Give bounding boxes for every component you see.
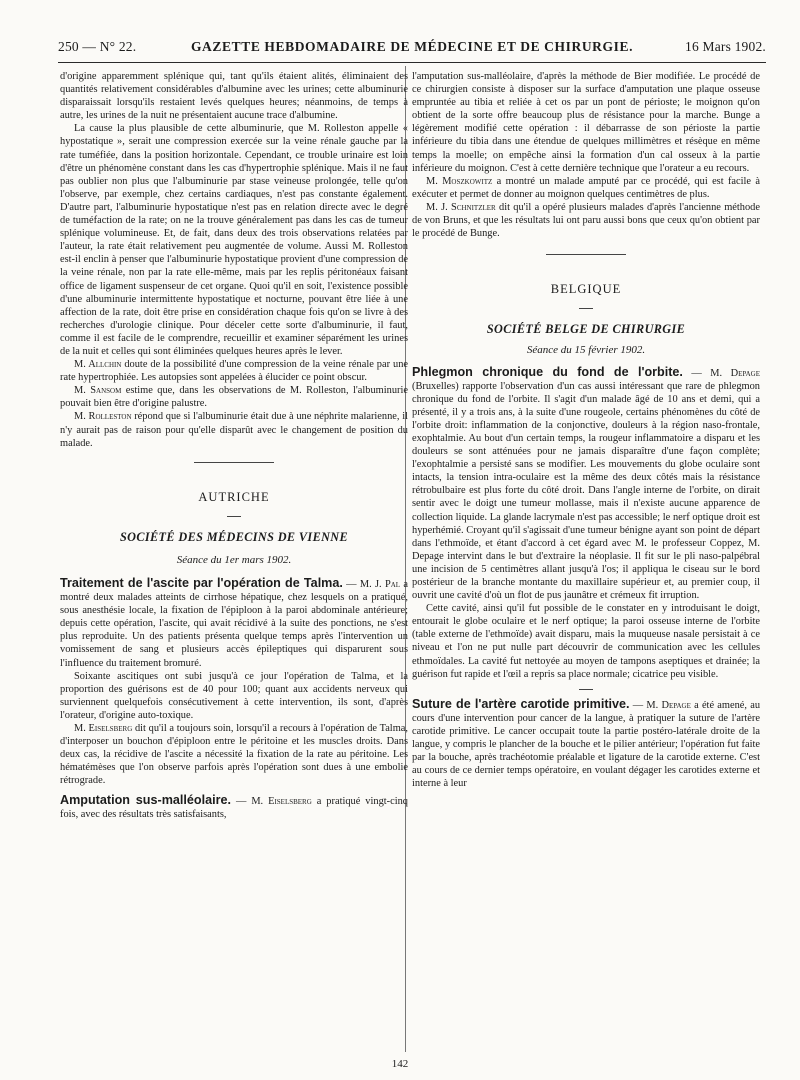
- session-date: Séance du 1er mars 1902.: [176, 553, 292, 566]
- section-separator: [546, 254, 626, 255]
- article-separator: [579, 689, 593, 690]
- speaker-name: M. Eiselsberg: [251, 795, 312, 807]
- paragraph: M. Allchin doute de la possibilité d'une compression de la veine rénale par une rate hypertrophiée. Les autopsies sont appelées à élucider ce point obscur.: [60, 359, 409, 384]
- article: Traitement de l'ascite par l'opération de Talma. — M. J. Pal a montré deux malades atteints de cirrhose hépatique, chez lesquels on a pratiqué, sous anesthésie locale, la fixation de l'épiploon à la paroi abdominale antérieure; depuis cette opération, l'ascite, qui avait récidivé à la suite des ponctions, ne s'est plus reproduite. Un des patients présenta quelque temps après l'intervention un vomissement de sang et plusieurs accès épileptiques qui disparurent sous l'influence du traitement bromuré.: [60, 576, 408, 669]
- speaker-name: M. J. Schnitzler: [426, 201, 496, 213]
- society-title: SOCIÉTÉ DES MÉDECINS DE VIENNE: [119, 529, 349, 544]
- left-column: [60, 70, 408, 821]
- article: Phlegmon chronique du fond de l'orbite. — M. Depage (Bruxelles) rapporte l'observation d'un cas aussi intéressant que rare de phlegmon chronique du fond de l'orbite. Il s'agit d'un malade âgé de 10 ans et demi, qui a présenté, il y a trois ans, à la suite d'une rougeole, certains phénomènes du côté de l'orbite droit: inflammation de la conjonctive, douleurs à la région naso-frontale, exophtalmie. Au bout d'un certain temps, la rougeur inflammatoire a disparu et les douleurs se sont atténuées pour ne jamais disparaître d'une façon complète; l'exophtalmie a persisté sans se modifier. Les mouvements du globe oculaire sont intacts, la tension intra-oculaire est la même des deux côtés mais la résistance rétrobulbaire est plus forte du côté droit. Dans l'angle interne de l'orbite, on dirait sentir avec le doigt une tumeur mollasse, mais il n'existe aucune apparence de collection liquide. La glande lacrymale n'est pas accessible; le nerf optique droit est hyperhémié. Croyant qu'il s'agissait d'une tumeur bénigne ayant son point de départ dans l'ethmoïde, et étant d'accord à cet égard avec M. le professeur Coppez, M. Depage intervint dans le but d'extraire la néoplasie. Il fit sur le pli naso-palpébral une incision de 5 centimètres allant jusqu'à l'os; il appliqua le ciseau sur le bord postérieur de la branche montante du maxillaire supérieur et, au premier coup, il ouvrit une cavité d'où un flot de pus jaunâtre et crémeux fit irruption.: [412, 364, 760, 602]
- session-date: Séance du 15 février 1902.: [526, 344, 646, 357]
- speaker-name: M. Allchin: [74, 359, 122, 371]
- paragraph: M. Moszkowitz a montré un malade amputé par ce procédé, qui est facile à exécuter et permet de donner au moignon quelques centimètres de plus.: [412, 175, 760, 200]
- paragraph: Soixante ascitiques ont subi jusqu'à ce jour l'opération de Talma, et la proportion des guérisons est de 40 pour 100; quant aux accidents nerveux qui surviennent quelquefois consécutivement à cette intervention, ils sont, d'après l'orateur, d'origine auto-toxique.: [60, 670, 408, 721]
- article: Suture de l'artère carotide primitive. — M. Depage a été amené, au cours d'une intervention pour cancer de la langue, à pratiquer la suture de l'artère carotide primitive. Le cancer occupait toute la partie postéro-latérale droite de la langue, y compris le plancher de la bouche et le pilier antérieur; l'opération fut faite par la bouche, après trachéotomie préalable et ligature de la carotide externe. C'est au cours de ce dernier temps opératoire, en voulant dégager les carotides externe et interne à leur: [412, 696, 761, 790]
- paragraph: d'origine apparemment splénique qui, tant qu'ils étaient alités, éliminaient des quantités relativement considérables d'albumine avec les urines; cette albuminurie disparaissait lorsqu'ils restaient levés quelques heures; néanmoins, de temps à autre, les urines de la nuit ne présentaient aucune trace d'albumine.: [60, 71, 408, 122]
- speaker-name: M. Depage: [646, 699, 691, 711]
- paragraph: Cette cavité, ainsi qu'il fut possible de le constater en y introduisant le doigt, entourait le globe oculaire et le nerf optique; la paroi osseuse interne de l'orbite (table externe de l'ethmoïde) avait disparu, mais la muqueuse nasale persistait à ce niveau et l'on ne put nulle part découvrir de communication avec les cellules ethmoïdales. La cavité fut nettoyée au moyen de tampons aseptiques et drainée; la guérison fut rapide et l'œil a repris sa place normale; cicatrice peu visible.: [412, 603, 760, 680]
- section-title: AUTRICHE: [198, 489, 270, 504]
- paragraph: M. J. Schnitzler dit qu'il a opéré plusieurs malades d'après l'ancienne méthode de von Bruns, et que les résultats lui ont paru aussi bons que ceux qu'on obtient par le procédé de Bunge.: [412, 201, 760, 240]
- article-title: Amputation sus-malléolaire.: [60, 792, 232, 807]
- paragraph: La cause la plus plausible de cette albuminurie, que M. Rolleston appelle « hypostatique », serait une compression exercée sur la veine rénale gauche par la rate tuméfiée, dans la position horizontale. Cependant, ce trouble urinaire est loin d'être un phénomène constant dans les cas d'hypertrophie splénique. Mais il ne faut pas oublier non plus que l'albuminurie par stase veineuse prolongée, telle qu'on l'observe, par exemple, chez certains cardiaques, n'est pas constante également. D'autre part, l'albuminurie hypostatique n'est pas en relation directe avec le degré de tuméfaction de la rate; on ne la trouve généralement pas dans les cas de tumeur splénique volumineuse. Et, de fait, dans deux des trois observations relatées par l'auteur, la rate était relativement peu augmentée de volume. Aussi M. Rolleston est-il enclin à penser que l'albuminurie hypostatique provient d'une compression de la veine rénale, non par la rate elle-même, mais par les replis péritonéaux faisant office de ligament suspenseur de cet organe. Quoi qu'il en soit, l'existence possible d'une albuminurie intermittente hypostatique et nocturne, pouvant être liée à une affection de la rate, doit être prise en considération chaque fois qu'on se livre à des recherches d'urologie clinique. Pour déceler cette sorte d'albuminurie, il faut, comme il est facile de le comprendre, recueillir et examiner séparément les urines de la nuit et celles qui sont éliminées quelques heures après le lever.: [60, 123, 408, 357]
- society-title: SOCIÉTÉ BELGE DE CHIRURGIE: [486, 322, 686, 337]
- speaker-name: M. J. Pal: [359, 579, 401, 590]
- header-rule: [58, 62, 766, 63]
- paragraph: l'amputation sus-malléolaire, d'après la méthode de Bier modifiée. Le procédé de ce chirurgien consiste à disposer sur la surface d'amputation une plaque osseuse empruntée au tibia et reliée à cet os par un pont de périoste; le moignon qu'on obtient de la sorte offre beaucoup plus de résistance pour la marche. Bunge a légèrement modifié cette opération : il débarrasse de son périoste la partie inférieure du tibia dans une étendue de quelques millimètres et résèque en même temps la moelle; on empêche ainsi la formation d'un cal osseux à la partie inférieure du moignon. C'est à cette dernière technique que l'orateur a eu recours.: [412, 71, 760, 174]
- paragraph: M. Rolleston répond que si l'albuminurie était due à une néphrite malarienne, il n'y aurait pas de raison pour qu'elle disparût avec le changement de position du malade.: [60, 411, 408, 449]
- speaker-name: M. Moszkowitz: [426, 175, 493, 187]
- speaker-name: M. Rolleston: [74, 411, 132, 423]
- section-separator: [579, 308, 593, 309]
- speaker-name: M. Depage: [710, 367, 760, 379]
- running-header: [58, 39, 766, 59]
- article: Amputation sus-malléolaire. — M. Eiselsberg a pratiqué vingt-cinq fois, avec des résultats très satisfaisants,: [60, 792, 409, 820]
- section-separator: [194, 462, 274, 463]
- header-journal-title: GAZETTE HEBDOMADAIRE DE MÉDECINE ET DE CHIRURGIE.: [190, 39, 634, 54]
- speaker-name: M. Eiselsberg: [74, 723, 133, 735]
- article-title: Phlegmon chronique du fond de l'orbite.: [412, 364, 683, 379]
- header-page-issue: 250 — N° 22.: [58, 39, 137, 54]
- article-title: Traitement de l'ascite par l'opération de Talma.: [60, 576, 343, 590]
- section-separator: [227, 516, 241, 517]
- paragraph: M. Eiselsberg dit qu'il a toujours soin, lorsqu'il a recours à l'opération de Talma, d'interposer un bouchon d'épiploon entre le péritoine et les muscles droits. Dans deux cas, la récidive de l'ascite a nécessité la fixation de la rate au péritoine. Les hématémèses que l'on observe parfois après l'opération sont dues à une embolie rétrograde.: [60, 723, 408, 787]
- speaker-name: M. Sansom: [74, 385, 122, 397]
- paragraph: M. Sansom estime que, dans les observations de M. Rolleston, l'albuminurie pouvait bien être d'origine palustre.: [60, 385, 408, 410]
- article-title: Suture de l'artère carotide primitive.: [412, 696, 630, 711]
- page-number: 142: [391, 1058, 409, 1070]
- right-column: [412, 70, 760, 790]
- header-date: 16 Mars 1902.: [685, 39, 766, 54]
- section-title: BELGIQUE: [550, 282, 622, 297]
